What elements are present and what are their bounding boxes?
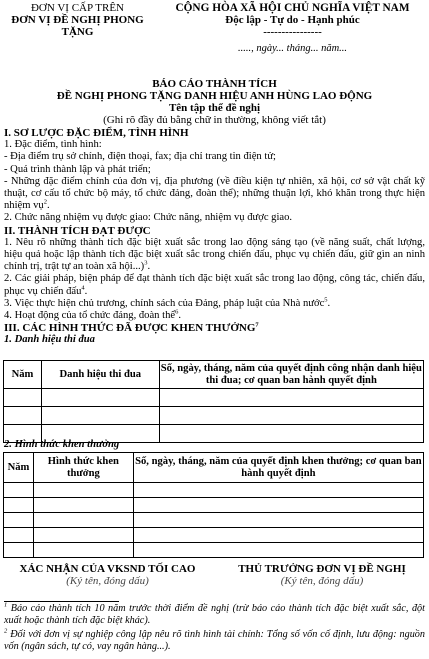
footnote-separator [4, 601, 119, 602]
superior-unit: ĐƠN VỊ CẤP TRÊN [30, 2, 124, 14]
report-body [4, 127, 425, 347]
col-year: Năm [4, 361, 42, 389]
date-line: ....., ngày... tháng... năm... [237, 43, 348, 54]
section1-characteristics: - Những đặc điểm chính của đơn vị, địa phương (về điều kiện tự nhiên, xã hội, cơ sở vật chất kỹ thuật, cơ cấu tổ chức bộ máy, tổ chức đảng, đoàn thể); những thuận lợi, khó khăn trong thực hiện nhiệm vụ$^2$. [4, 175, 425, 212]
proposing-unit: ĐƠN VỊ ĐỀ NGHỊ PHONG TẶNG [11, 14, 144, 38]
footnote-2: $^2$ Đối với đơn vị sự nghiệp công lập nêu rõ tình hình tài chính: Tổng số vốn cố định, lưu động: nguồn vốn (ngân sách, tự có, vay ngân hàng...). [4, 627, 425, 652]
footnote-ref-5: 5 [324, 296, 328, 304]
section2-heading: II. THÀNH TÍCH ĐẠT ĐƯỢC [4, 224, 151, 237]
section1-item1: 1. Đặc điểm, tình hình: [4, 139, 102, 151]
report-title: BÁO CÁO THÀNH TÍCH [152, 78, 277, 90]
footnote-ref-3: 3 [144, 259, 148, 267]
subsection-commendations: 2. Hình thức khen thưởng [4, 439, 120, 450]
table-row [4, 498, 424, 513]
procuracy-confirmation [0, 563, 215, 587]
issuer-block [0, 2, 155, 38]
table-header-row [4, 361, 424, 389]
table-row [4, 389, 424, 407]
table-row [4, 513, 424, 528]
procuracy-sign-note: (Ký tên, đóng dấu) [66, 575, 149, 587]
unit-head-title: THỦ TRƯỞNG ĐƠN VỊ ĐỀ NGHỊ [238, 563, 406, 575]
unit-head-sign-note: (Ký tên, đóng dấu) [280, 575, 364, 587]
footnote-ref-6: 6 [175, 308, 179, 316]
table-row [4, 483, 424, 498]
section2-item1: 1. Nêu rõ những thành tích đặc biệt xuất sắc trong lao động sáng tạo (về năng suất, chất lượng, hiệu quả hoặc lập thành tích đặc biệt xuất sắc trong chiến đấu, phục vụ chiến đấu, giữ gìn an ninh chính trị, trật tự an toàn xã hội...)$^3$. [4, 236, 425, 273]
motto: Độc lập - Tự do - Hạnh phúc [225, 14, 360, 26]
col-emulation-title: Danh hiệu thi đua [41, 361, 159, 389]
section2-item4: 4. Hoạt động của tổ chức đảng, đoàn thể$^6$. [4, 308, 181, 322]
col-year: Năm [4, 453, 34, 483]
report-subtitle: ĐỀ NGHỊ PHONG TẶNG DANH HIỆU ANH HÙNG LAO ĐỘNG [56, 90, 373, 102]
procuracy-title: XÁC NHẬN CỦA VKSND TỐI CAO [19, 563, 196, 575]
table-row [4, 543, 424, 558]
section1-item2: 2. Chức năng nhiệm vụ được giao: Chức năng, nhiệm vụ được giao. [4, 212, 293, 224]
title-instruction: (Ghi rõ đầy đủ bằng chữ in thường, không viết tắt) [103, 114, 326, 126]
col-decision: Số, ngày, tháng, năm của quyết định công nhận danh hiệu thi đua; cơ quan ban hành quyết định [159, 361, 423, 389]
footnote-ref-7: 7 [255, 321, 259, 329]
section3-heading: III. CÁC HÌNH THỨC ĐÃ ĐƯỢC KHEN THƯỞNG$^7$ [4, 321, 259, 335]
table-row [4, 528, 424, 543]
section1-location: - Địa điểm trụ sở chính, điện thoại, fax; địa chỉ trang tin điện tử; [4, 151, 277, 163]
footnote-ref-4: 4 [81, 284, 85, 292]
section1-heading: I. SƠ LƯỢC ĐẶC ĐIỂM, TÌNH HÌNH [4, 127, 189, 139]
subsection-emulation-titles: 1. Danh hiệu thi đua [4, 334, 95, 346]
motto-underline: ---------------- [263, 26, 322, 38]
commendations-table [3, 452, 424, 558]
unit-head-signature [215, 563, 429, 587]
national-header [156, 2, 429, 55]
collective-name: Tên tập thể đề nghị [168, 102, 261, 114]
emulation-titles-table [3, 360, 424, 443]
section2-item2: 2. Các giải pháp, biện pháp để đạt thành tích đặc biệt xuất sắc trong lao động, công tác, chiến đấu, phục vụ chiến đấu$^4$. [4, 273, 425, 297]
table-header-row [4, 453, 424, 483]
section1-history: - Quá trình thành lập và phát triển; [4, 163, 151, 175]
col-decision: Số, ngày, tháng, năm của quyết định khen thưởng; cơ quan ban hành quyết định [133, 453, 423, 483]
footnote-ref-2: 2 [43, 198, 47, 206]
table-row [4, 407, 424, 425]
col-commendation-form: Hình thức khen thưởng [33, 453, 133, 483]
footnote-1: $^1$ Báo cáo thành tích 10 năm trước thời điểm đề nghị (trừ báo cáo thành tích đặc biệt xuất sắc, đột xuất hoặc thành tích đặc biệt khác). [4, 601, 425, 626]
section2-item3: 3. Việc thực hiện chủ trương, chính sách của Đảng, pháp luật của Nhà nước$^5$. [4, 296, 331, 309]
country-name: CỘNG HÒA XÃ HỘI CHỦ NGHĨA VIỆT NAM [175, 2, 410, 14]
